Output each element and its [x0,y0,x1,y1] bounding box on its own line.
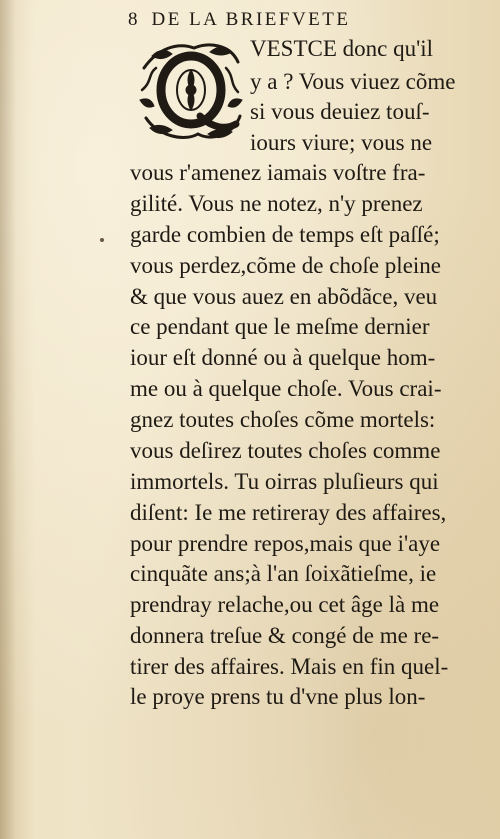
text-line: ce pendant que le meſme dernier [130,314,430,339]
text-line: vous r'amenez iamais voſtre fra- [130,160,426,185]
text-line: diſent: Ie me retireray des affaires, [130,500,447,525]
running-head-title: DE LA BRIEFVETE [151,9,351,30]
text-line: immortels. Tu oirras pluſieurs qui [130,469,439,494]
text-line: gilité. Vous ne notez, n'y prenez [130,191,423,216]
running-head [128,6,458,34]
text-line: vous perdez,cõme de choſe pleine [130,253,442,278]
text-line: me ou à quelque choſe. Vous crai- [130,376,442,401]
text-line: si vous deuiez touſ- [250,99,430,124]
text-line: garde combien de temps eſt paſſé; [130,222,440,247]
text-line: vous deſirez toutes choſes comme [130,438,441,463]
text-line: y a ? Vous viuez cõme [250,69,456,94]
text-line: cinquãte ans;à l'an ſoixãtieſme, ie [130,561,437,586]
text-line: donnera treſue & congé de me re- [130,623,440,648]
page-number: 8 [128,9,138,30]
ornamental-drop-cap-q [138,38,244,144]
ink-speck [100,238,104,242]
text-line: tirer des affaires. Mais en fin quel- [130,654,449,679]
text-line: prendray relache,ou cet âge là me [130,592,440,617]
text-line: le proye prens tu d'vne plus lon- [130,684,426,709]
text-line: VESTCE donc qu'il [250,36,434,61]
text-line: pour prendre repos,mais que i'aye [130,531,441,556]
text-line: iours viure; vous ne [250,130,433,155]
text-line: iour eſt donné ou à quelque hom- [130,345,436,370]
gutter-shadow [0,0,16,839]
text-line: & que vous auez en abõdãce, veu [130,284,438,309]
text-line: gnez toutes choſes cõme mortels: [130,407,436,432]
